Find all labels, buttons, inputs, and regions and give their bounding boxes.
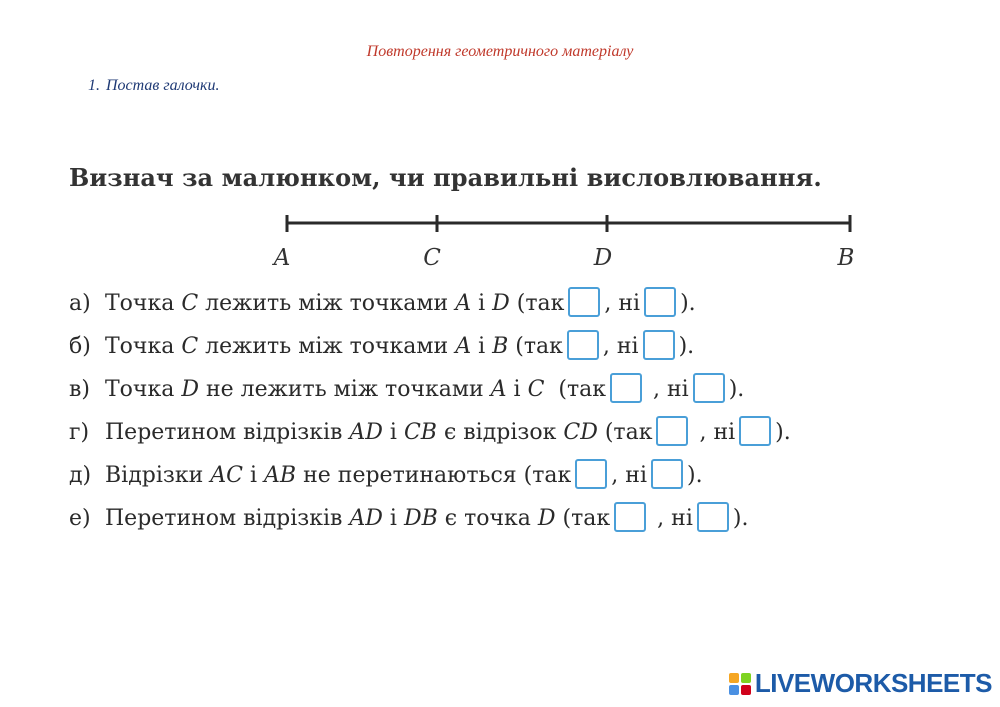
task-number: 1. xyxy=(88,77,100,94)
statement-text: і xyxy=(243,463,265,488)
no-answer-box[interactable] xyxy=(697,502,729,532)
statement-text: Точка xyxy=(105,377,182,402)
statement-b xyxy=(69,331,694,363)
segment-ref: DB xyxy=(403,506,438,531)
yes-answer-box[interactable] xyxy=(567,330,599,360)
statement-text: і xyxy=(382,506,404,531)
logo-square xyxy=(729,685,739,695)
instruction: Визнач за малюнком, чи правильні висловлювання. xyxy=(69,163,822,192)
yes-answer-box[interactable] xyxy=(656,416,688,446)
segment-ref: AD xyxy=(349,420,383,445)
no-answer-box[interactable] xyxy=(651,459,683,489)
segment-ref: CB xyxy=(403,420,437,445)
no-label: , ні xyxy=(602,334,639,359)
closing-punct: ). xyxy=(678,334,695,359)
segment-ref: AD xyxy=(349,506,383,531)
no-label: , ні xyxy=(646,377,689,402)
statement-text: і xyxy=(382,420,404,445)
yes-answer-box[interactable] xyxy=(610,373,642,403)
yes-answer-box[interactable] xyxy=(568,287,600,317)
point-label-b: B xyxy=(837,245,855,271)
segment-ref: AB xyxy=(264,463,297,488)
yes-answer-box[interactable] xyxy=(614,502,646,532)
point-ref: A xyxy=(455,291,472,316)
task-heading xyxy=(88,77,219,95)
point-label-c: C xyxy=(423,245,441,271)
liveworksheets-logo-icon xyxy=(729,673,751,695)
brand-name: LIVEWORKSHEETS xyxy=(754,668,992,698)
point-ref: D xyxy=(181,377,199,402)
point-label-a: A xyxy=(273,245,291,271)
point-ref: B xyxy=(492,334,509,359)
point-label-d: D xyxy=(593,245,613,271)
logo-square xyxy=(741,673,751,683)
statement-g xyxy=(69,417,791,449)
logo-square xyxy=(741,685,751,695)
no-answer-box[interactable] xyxy=(693,373,725,403)
statement-text: Точка xyxy=(105,334,182,359)
no-label: , ні xyxy=(650,506,693,531)
statement-a xyxy=(69,288,696,320)
point-ref: C xyxy=(527,377,545,402)
point-ref: A xyxy=(490,377,507,402)
closing-punct: ). xyxy=(775,420,791,445)
statement-text: Перетином відрізків xyxy=(105,420,350,445)
segment-ref: AC xyxy=(210,463,244,488)
statement-text: лежить між точками xyxy=(198,291,456,316)
statement-letter: е) xyxy=(69,506,91,531)
statement-text: Перетином відрізків xyxy=(105,506,350,531)
statement-text: Відрізки xyxy=(105,463,211,488)
closing-punct: ). xyxy=(686,463,703,488)
task-text: Постав галочки. xyxy=(106,77,220,94)
closing-punct: ). xyxy=(680,291,696,316)
point-ref: D xyxy=(492,291,510,316)
statement-v xyxy=(69,374,744,406)
liveworksheets-brand xyxy=(729,668,992,699)
no-label: , ні xyxy=(611,463,647,488)
statement-text: не перетинаються (так xyxy=(296,463,572,488)
statement-text: і xyxy=(471,334,493,359)
yes-label: (так xyxy=(508,334,563,359)
statement-e xyxy=(69,503,748,535)
closing-punct: ). xyxy=(732,506,749,531)
statement-text: не лежить між точками xyxy=(198,377,491,402)
no-answer-box[interactable] xyxy=(643,330,675,360)
point-ref: C xyxy=(181,334,199,359)
statement-text: і xyxy=(506,377,528,402)
page-title: Повторення геометричного матеріалу xyxy=(366,43,634,60)
no-label: , ні xyxy=(692,420,736,445)
statement-letter: б) xyxy=(69,334,91,359)
yes-label: (так xyxy=(597,420,653,445)
no-label: , ні xyxy=(604,291,641,316)
statement-text: і xyxy=(471,291,493,316)
no-answer-box[interactable] xyxy=(739,416,771,446)
statement-letter: а) xyxy=(69,291,91,316)
point-ref: A xyxy=(455,334,472,359)
closing-punct: ). xyxy=(728,377,745,402)
logo-square xyxy=(729,673,739,683)
statement-letter: г) xyxy=(69,420,90,445)
no-answer-box[interactable] xyxy=(644,287,676,317)
segment-figure xyxy=(0,205,1000,275)
yes-answer-box[interactable] xyxy=(575,459,607,489)
statement-text: є відрізок xyxy=(436,420,564,445)
statement-letter: д) xyxy=(69,463,92,488)
yes-label: (так xyxy=(555,506,611,531)
yes-label: (так xyxy=(544,377,607,402)
point-ref: D xyxy=(537,506,556,531)
statement-text: Точка xyxy=(105,291,182,316)
yes-label: (так xyxy=(509,291,565,316)
statement-d xyxy=(69,460,703,492)
point-ref: C xyxy=(181,291,199,316)
segment-ref: CD xyxy=(563,420,598,445)
statement-letter: в) xyxy=(69,377,90,402)
statement-text: лежить між точками xyxy=(198,334,456,359)
statement-text: є точка xyxy=(437,506,538,531)
